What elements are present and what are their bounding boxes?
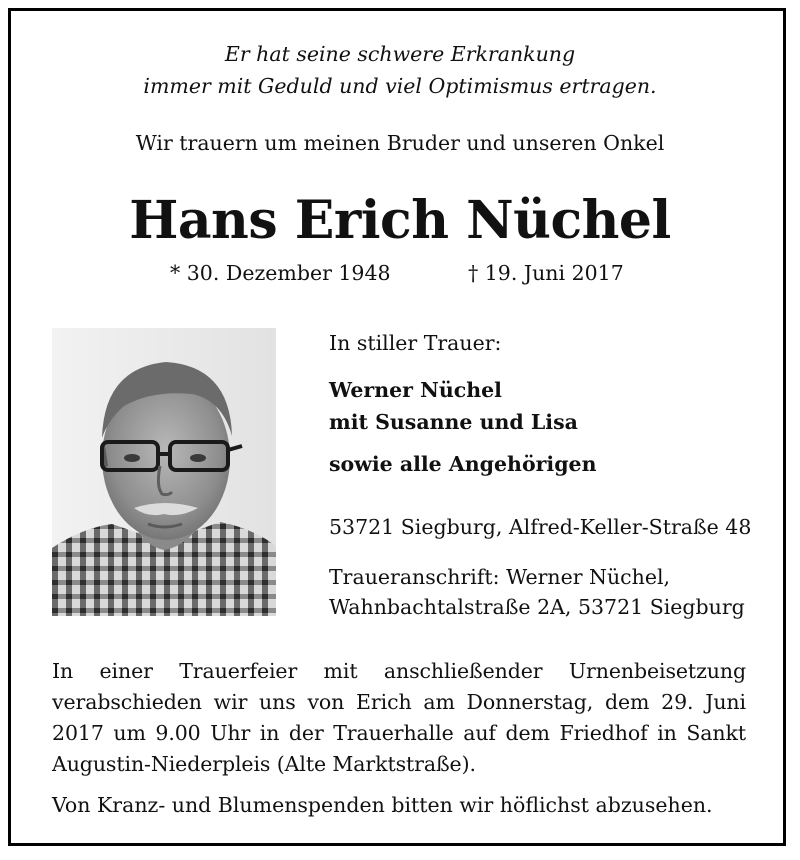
mourning-label: In stiller Trauer: (329, 331, 502, 355)
postal-line-2: Wahnbachtalstraße 2A, 53721 Siegburg (329, 595, 745, 619)
intro-text: Wir trauern um meinen Bruder und unseren Onkel (135, 131, 665, 155)
mourner-line-3: sowie alle Angehörigen (329, 452, 597, 476)
residence-address: 53721 Siegburg, Alfred-Keller-Straße 48 (329, 515, 752, 539)
mourner-line-2: mit Susanne und Lisa (329, 410, 578, 434)
motto-line-2: immer mit Geduld und viel Optimismus ertragen. (143, 74, 657, 98)
deceased-name: Hans Erich Nüchel (129, 190, 671, 251)
motto-line-1: Er hat seine schwere Erkrankung (224, 42, 576, 66)
birth-date: * 30. Dezember 1948 (170, 261, 391, 285)
mourners-list (329, 374, 597, 480)
mourner-line-1: Werner Nüchel (329, 378, 502, 402)
death-date: † 19. Juni 2017 (468, 261, 624, 285)
ceremony-text: In einer Trauerfeier mit anschließender Urnenbeisetzung verabschieden wir uns von Erich am Donnerstag, dem 29. Juni 2017 um 9.00 Uhr in der Trauerhalle auf dem Friedhof in Sankt Augustin-Niederpleis (Alte Marktstraße). (52, 659, 746, 776)
portrait-photo (52, 328, 276, 616)
mourning-postal-address (329, 562, 745, 622)
motto (0, 38, 800, 102)
postal-line-1: Traueranschrift: Werner Nüchel, (329, 565, 671, 589)
closing-text: Von Kranz- und Blumenspenden bitten wir höflichst abzusehen. (52, 793, 713, 817)
